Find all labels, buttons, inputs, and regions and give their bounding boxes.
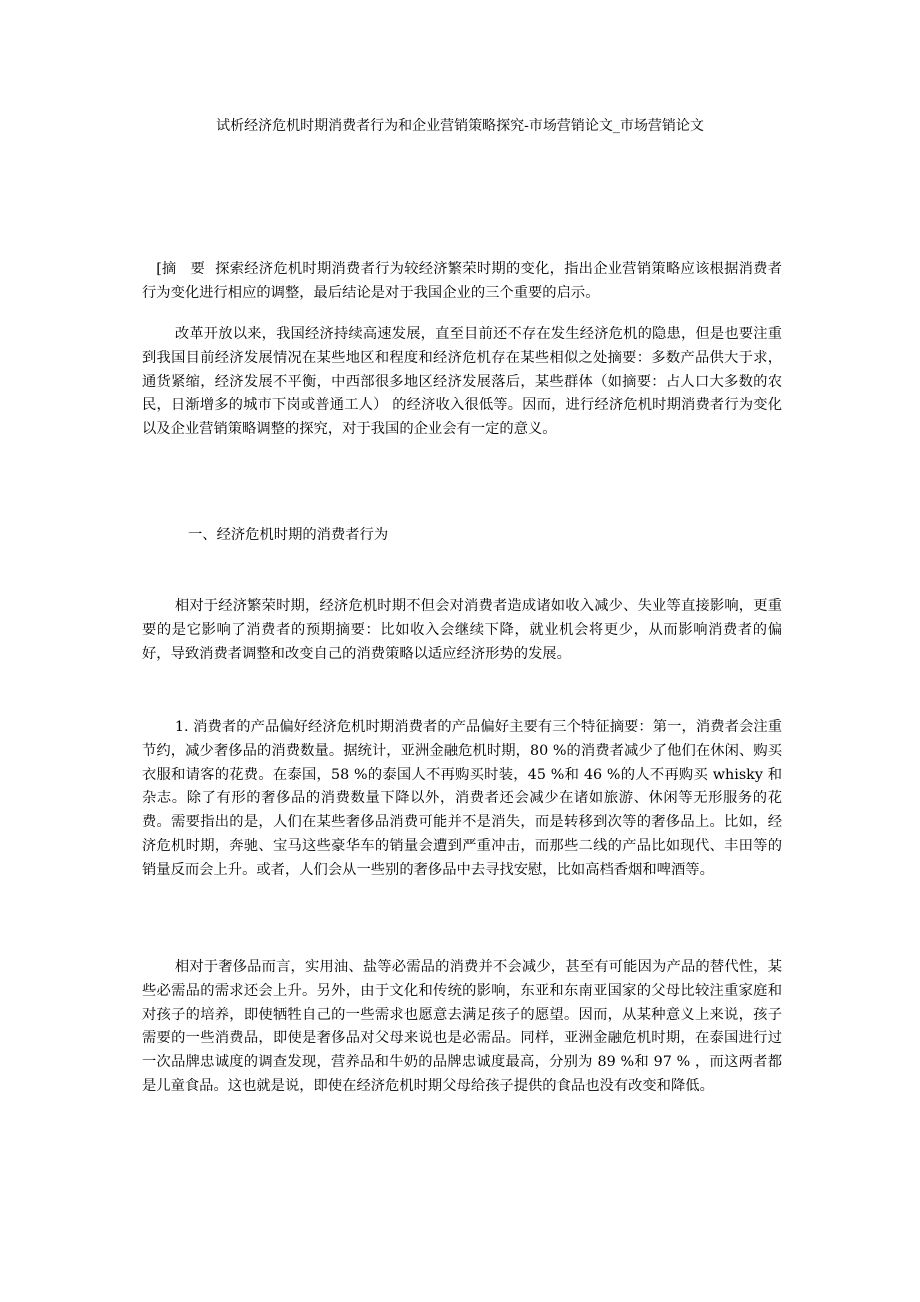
section-paragraph-1: 相对于经济繁荣时期，经济危机时期不但会对消费者造成诸如收入减少、失业等直接影响，更重要的是它影响了消费者的预期摘要：比如收入会继续下降，就业机会将更少，从而影响消费者的偏好，导致消费者调整和改变自己的消费策略以适应经济形势的发展。 (142, 598, 782, 662)
intro-paragraph: 改革开放以来，我国经济持续高速发展，直至目前还不存在发生经济危机的隐患，但是也要注重到我国目前经济发展情况在某些地区和程度和经济危机存在某些相似之处摘要：多数产品供大于求，通货紧缩，经济发展不平衡，中西部很多地区经济发展落后，某些群体（如摘要：占人口大多数的农民，日渐增多的城市下岗或普通工人） 的经济收入很低等。因而，进行经济危机时期消费者行为变化以及企业营销策略调整的探究，对于我国的企业会有一定的意义。 (142, 326, 782, 438)
document-title: 试析经济危机时期消费者行为和企业营销策略探究-市场营销论文_市场营销论文 (216, 118, 704, 134)
abstract-text: 探索经济危机时期消费者行为较经济繁荣时期的变化，指出企业营销策略应该根据消费者行为变化进行相应的调整，最后结论是对于我国企业的三个重要的启示。 (142, 261, 782, 301)
section-paragraph-2: 1. 消费者的产品偏好经济危机时期消费者的产品偏好主要有三个特征摘要：第一，消费者会注重节约，减少奢侈品的消费数量。据统计，亚洲金融危机时期，80 %的消费者减少了他们在休闲、购买衣服和请客的花费。在泰国，58 %的泰国人不再购买时装，45 %和 46 %的人不再购买 whisky 和杂志。除了有形的奢侈品的消费数量下降以外，消费者还会减少在诸如旅游、休闲等无形服务的花费。需要指出的是，人们在某些奢侈品消费可能并不是消失，而是转移到次等的奢侈品上。比如，经济危机时期，奔驰、宝马这些豪华车的销量会遭到严重冲击，而那些二线的产品比如现代、丰田等的销量反而会上升。或者，人们会从一些别的奢侈品中去寻找安慰，比如高档香烟和啤酒等。 (142, 719, 782, 878)
abstract-label: [摘 要 (156, 261, 205, 277)
abstract-paragraph (142, 258, 782, 306)
section-paragraph-3: 相对于奢侈品而言，实用油、盐等必需品的消费并不会减少，甚至有可能因为产品的替代性，某些必需品的需求还会上升。另外，由于文化和传统的影响，东亚和东南亚国家的父母比较注重家庭和对孩子的培养，即使牺牲自己的一些需求也愿意去满足孩子的愿望。因而，从某种意义上来说，孩子 需要的一些消费品，即使是奢侈品对父母来说也是必需品。同样，亚洲金融危机时期，在泰国进行过一次品牌忠诚度的调查发现，营养品和牛奶的品牌忠诚度最高，分别为 89 %和 97 % ，而这两者都是儿童食品。这也就是说，即使在经济危机时期父母给孩子提供的食品也没有改变和降低。 (142, 959, 782, 1094)
section-heading: 一、经济危机时期的消费者行为 (188, 527, 389, 543)
